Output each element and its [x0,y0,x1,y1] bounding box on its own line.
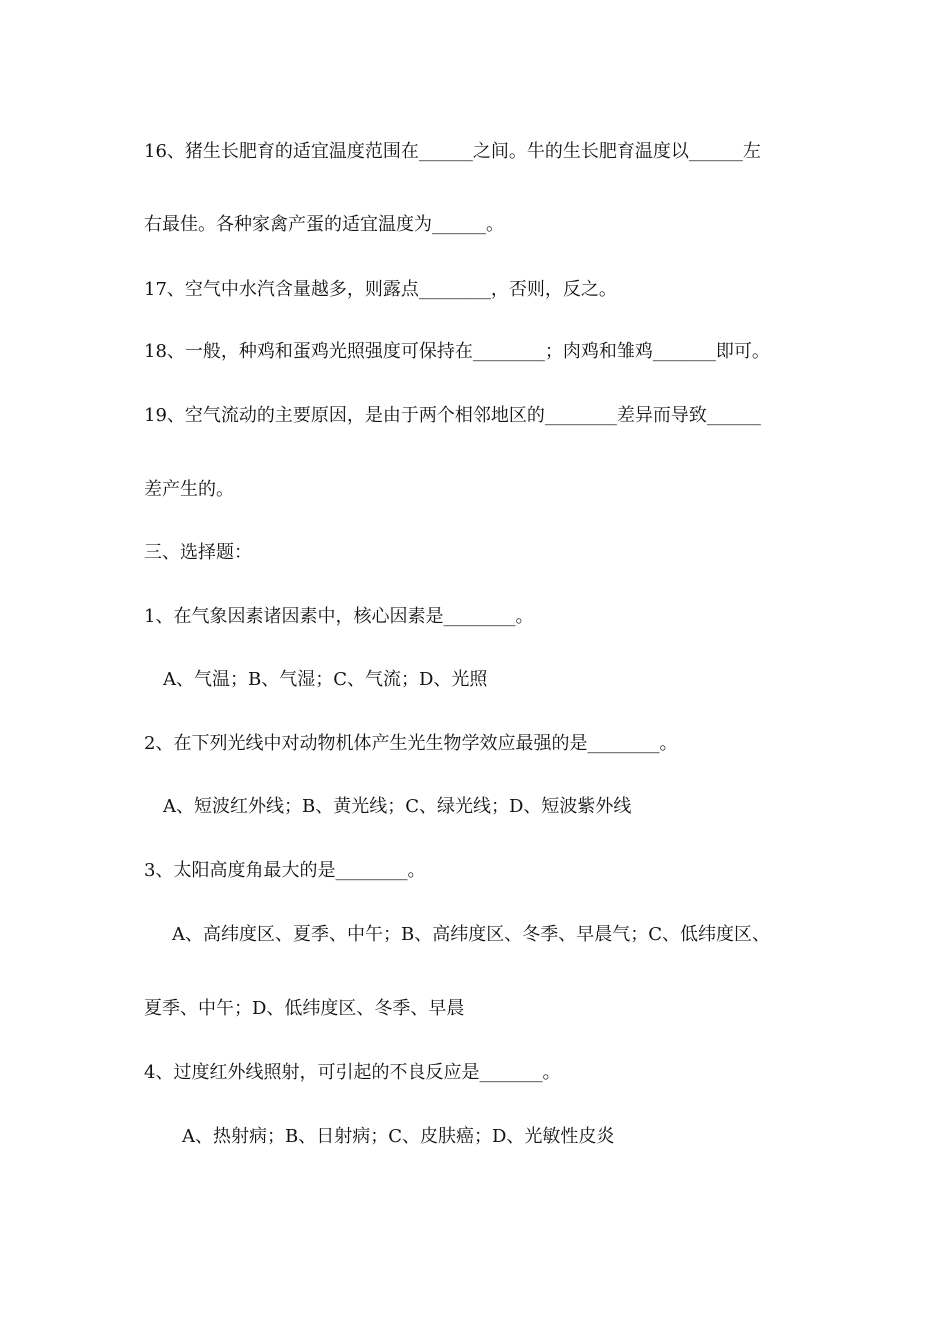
choice-1-options: A、气温；B、气湿；C、气流；D、光照 [163,669,488,690]
question-19-line-2: 差产生的。 [144,479,234,500]
question-19-line-1: 19、空气流动的主要原因，是由于两个相邻地区的________差异而导致______ [144,405,761,426]
choice-3-options-line-2: 夏季、中午；D、低纬度区、冬季、早晨 [144,998,465,1019]
choice-question-1: 1、在气象因素诸因素中，核心因素是________。 [144,606,534,627]
choice-3-options-line-1: A、高纬度区、夏季、中午；B、高纬度区、冬季、早晨气；C、低纬度区、 [172,924,770,945]
choice-question-3: 3、太阳高度角最大的是________。 [144,860,426,881]
choice-question-4: 4、过度红外线照射，可引起的不良反应是_______。 [144,1062,561,1083]
choice-question-2: 2、在下列光线中对动物机体产生光生物学效应最强的是________。 [144,733,678,754]
question-16-line-1: 16、猪生长肥育的适宜温度范围在______之间。牛的生长肥育温度以______左 [144,141,761,162]
section-heading-choice: 三、选择题： [144,542,252,563]
question-18: 18、一般，种鸡和蛋鸡光照强度可保持在________；肉鸡和雏鸡_______即可。 [144,341,770,362]
choice-4-options: A、热射病；B、日射病；C、皮肤癌；D、光敏性皮炎 [182,1126,615,1147]
question-16-line-2: 右最佳。各种家禽产蛋的适宜温度为______。 [144,214,504,235]
question-17: 17、空气中水汽含量越多，则露点________，否则，反之。 [144,279,617,300]
choice-2-options: A、短波红外线；B、黄光线；C、绿光线；D、短波紫外线 [163,796,632,817]
